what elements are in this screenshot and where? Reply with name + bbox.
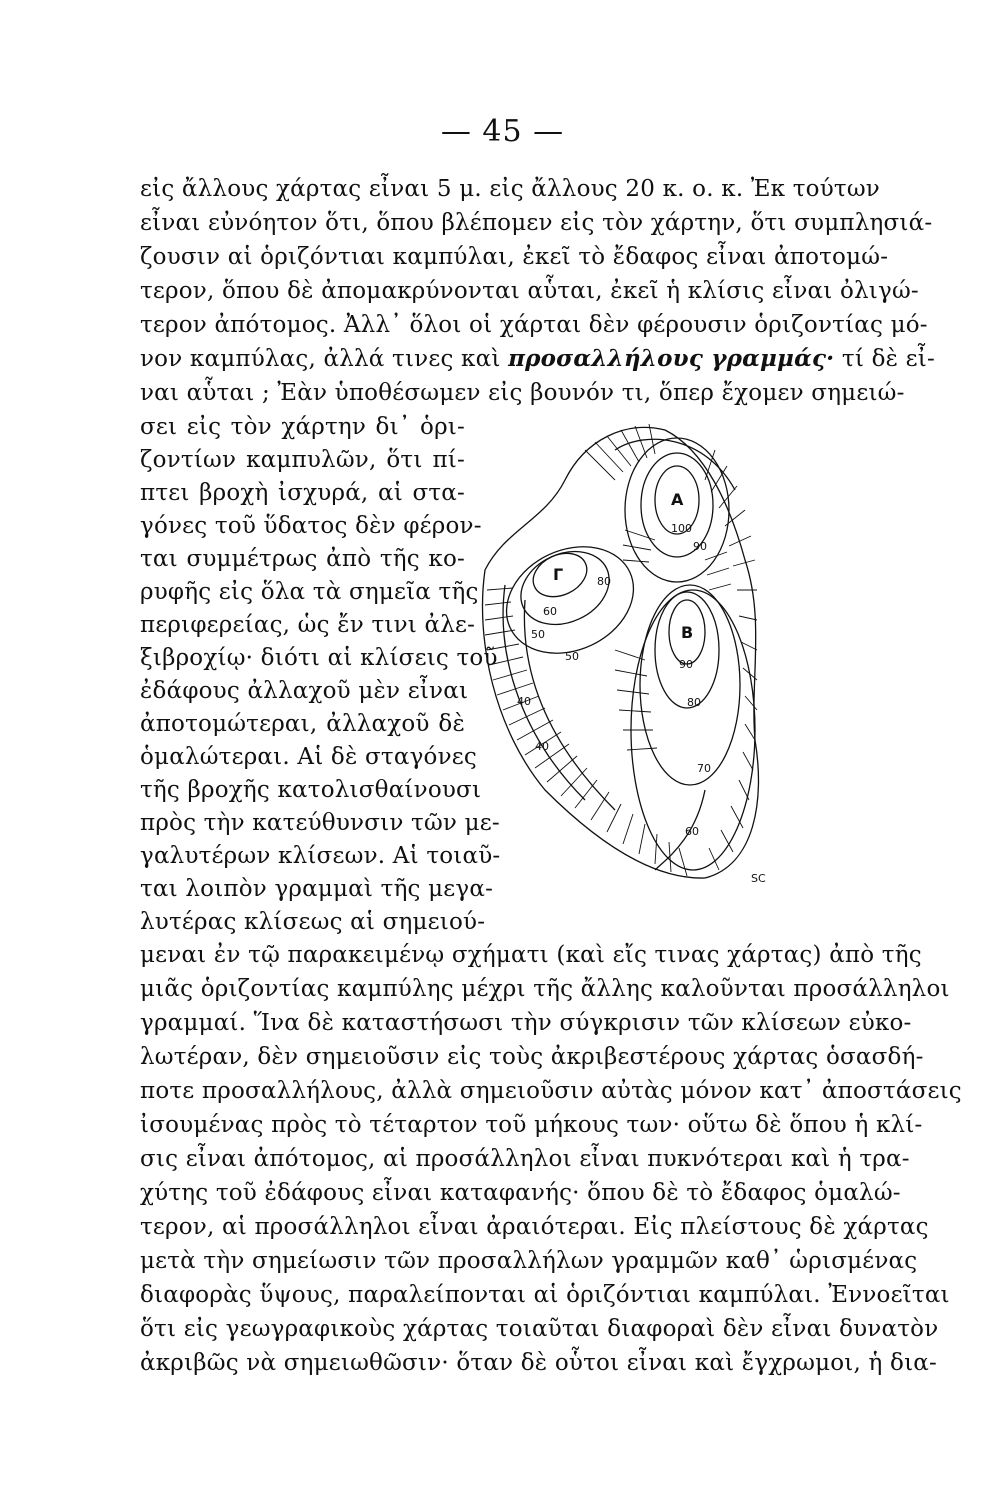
elevation-label: 60 xyxy=(685,825,699,838)
text-line: ἐδάφους ἀλλαχοῦ μὲν εἶναι xyxy=(140,678,469,704)
text-line-with-emphasis xyxy=(140,344,935,374)
text-line: ρυφῆς εἰς ὅλα τὰ σημεῖα τῆς xyxy=(140,579,479,605)
text-line: λυτέρας κλίσεως αἱ σημειού- xyxy=(140,909,486,935)
emphasized-term: προσαλλήλους γραμμάς· xyxy=(508,345,835,372)
contour-ring xyxy=(640,585,740,785)
elevation-label: 40 xyxy=(517,695,531,708)
text-line: ἰσουμένας πρὸς τὸ τέταρτον τοῦ μήκους των· οὕτω δὲ ὅπου ἡ κλί- xyxy=(140,1112,923,1138)
engraver-signature: SC xyxy=(751,872,766,885)
text-line: πρὸς τὴν κατεύθυνσιν τῶν με- xyxy=(140,810,500,836)
text-line: διαφορὰς ὕψους, παραλείπονται αἱ ὁριζόντιαι καμπύλαι. Ἐννοεῖται xyxy=(140,1282,950,1308)
text-line: γόνες τοῦ ὕδατος δὲν φέρον- xyxy=(140,513,482,539)
contour-map-drawing xyxy=(465,410,775,890)
contour-ring xyxy=(509,538,621,639)
text-line: ἀποτομώτεραι, ἀλλαχοῦ δὲ xyxy=(140,711,465,737)
elevation-label: 50 xyxy=(531,628,545,641)
elevation-label: 40 xyxy=(535,740,549,753)
elevation-label: 100 xyxy=(671,522,692,535)
text-line: σις εἶναι ἀπότομος, αἱ προσάλληλοι εἶναι πυκνότεραι καὶ ἡ τρα- xyxy=(140,1146,910,1172)
text-line: μετὰ τὴν σημείωσιν τῶν προσαλλήλων γραμμῶν καθ᾽ ὡρισμένας xyxy=(140,1248,918,1274)
contour-map-figure xyxy=(465,410,775,890)
peak-label: A xyxy=(671,490,684,509)
hachure-lines xyxy=(485,424,757,876)
text-line: γαλυτέρων κλίσεων. Αἱ τοιαῦ- xyxy=(140,843,501,869)
page-number: — 45 — xyxy=(440,114,565,149)
text-line: ζοντίων καμπυλῶν, ὅτι πί- xyxy=(140,447,465,473)
text-line: ἀκριβῶς νὰ σημειωθῶσιν· ὅταν δὲ οὗτοι εἶναι καὶ ἔγχρωμοι, ἡ δια- xyxy=(140,1350,937,1376)
text-line: τερον, ὅπου δὲ ἀπομακρύνονται αὗται, ἐκεῖ ἡ κλίσις εἶναι ὀλιγώ- xyxy=(140,278,919,304)
text-line: ὅτι εἰς γεωγραφικοὺς χάρτας τοιαῦται διαφοραὶ δὲν εἶναι δυνατὸν xyxy=(140,1316,939,1342)
elevation-label: 50 xyxy=(565,650,579,663)
elevation-label: 90 xyxy=(693,540,707,553)
text-line: ποτε προσαλλήλους, ἀλλὰ σημειοῦσιν αὐτὰς μόνον κατ᾽ ἀποστάσεις xyxy=(140,1078,962,1104)
text-line: μιᾶς ὁριζοντίας καμπύλης μέχρι τῆς ἄλλης καλοῦνται προσάλληλοι xyxy=(140,976,950,1002)
text-line: ζουσιν αἱ ὁριζόντιαι καμπύλαι, ἐκεῖ τὸ ἔδαφος εἶναι ἀποτομώ- xyxy=(140,244,889,270)
peak-label: Γ xyxy=(553,565,564,584)
text-line: τῆς βροχῆς κατολισθαίνουσι xyxy=(140,777,482,803)
text-line: εἰς ἄλλους χάρτας εἶναι 5 μ. εἰς ἄλλους 20 κ. ο. κ. Ἐκ τούτων xyxy=(140,176,880,202)
contour-ring xyxy=(655,592,719,708)
text-line: ναι αὗται ; Ἐὰν ὑποθέσωμεν εἰς βουνόν τι, ὅπερ ἔχομεν σημειώ- xyxy=(140,380,905,406)
outer-contour xyxy=(483,427,759,878)
elevation-label: 80 xyxy=(687,696,701,709)
text-line: λωτέραν, δὲν σημειοῦσιν εἰς τοὺς ἀκριβεστέρους χάρτας ὁσασδή- xyxy=(140,1044,924,1070)
text-line: σει εἰς τὸν χάρτην δι᾽ ὁρι- xyxy=(140,414,465,440)
text-line: περιφερείας, ὡς ἔν τινι ἀλε- xyxy=(140,612,476,638)
text-line: τερον, αἱ προσάλληλοι εἶναι ἀραιότεραι. Εἰς πλείστους δὲ χάρτας xyxy=(140,1214,929,1240)
text-line: χύτης τοῦ ἐδάφους εἶναι καταφανής· ὅπου δὲ τὸ ἔδαφος ὁμαλώ- xyxy=(140,1180,901,1206)
text-line: πτει βροχὴ ἰσχυρά, αἱ στα- xyxy=(140,480,465,506)
text-segment: τί δὲ εἶ- xyxy=(834,346,935,372)
text-line: τερον ἀπότομος. Ἀλλ᾽ ὅλοι οἱ χάρται δὲν φέρουσιν ὁριζοντίας μό- xyxy=(140,312,928,338)
text-line: εἶναι εὐνόητον ὅτι, ὅπου βλέπομεν εἰς τὸν χάρτην, ὅτι συμπλησιά- xyxy=(140,210,933,236)
text-segment: νον καμπύλας, ἀλλά τινες καὶ xyxy=(140,346,509,372)
text-line: γραμμαί. Ἵνα δὲ καταστήσωσι τὴν σύγκρισιν τῶν κλίσεων εὐκο- xyxy=(140,1010,912,1036)
text-line: ται συμμέτρως ἀπὸ τῆς κο- xyxy=(140,546,465,572)
elevation-label: 70 xyxy=(697,762,711,775)
text-line: ται λοιπὸν γραμμαὶ τῆς μεγα- xyxy=(140,876,494,902)
text-line: μεναι ἐν τῷ παρακειμένῳ σχήματι (καὶ εἴς τινας χάρτας) ἀπὸ τῆς xyxy=(140,942,922,968)
elevation-label: 60 xyxy=(543,605,557,618)
elevation-label: 80 xyxy=(597,575,611,588)
text-line: ξιβροχίῳ· διότι αἱ κλίσεις τοῦ xyxy=(140,645,498,671)
elevation-label: 90 xyxy=(679,658,693,671)
peak-label: B xyxy=(681,623,694,642)
text-line: ὁμαλώτεραι. Αἱ δὲ σταγόνες xyxy=(140,744,477,770)
